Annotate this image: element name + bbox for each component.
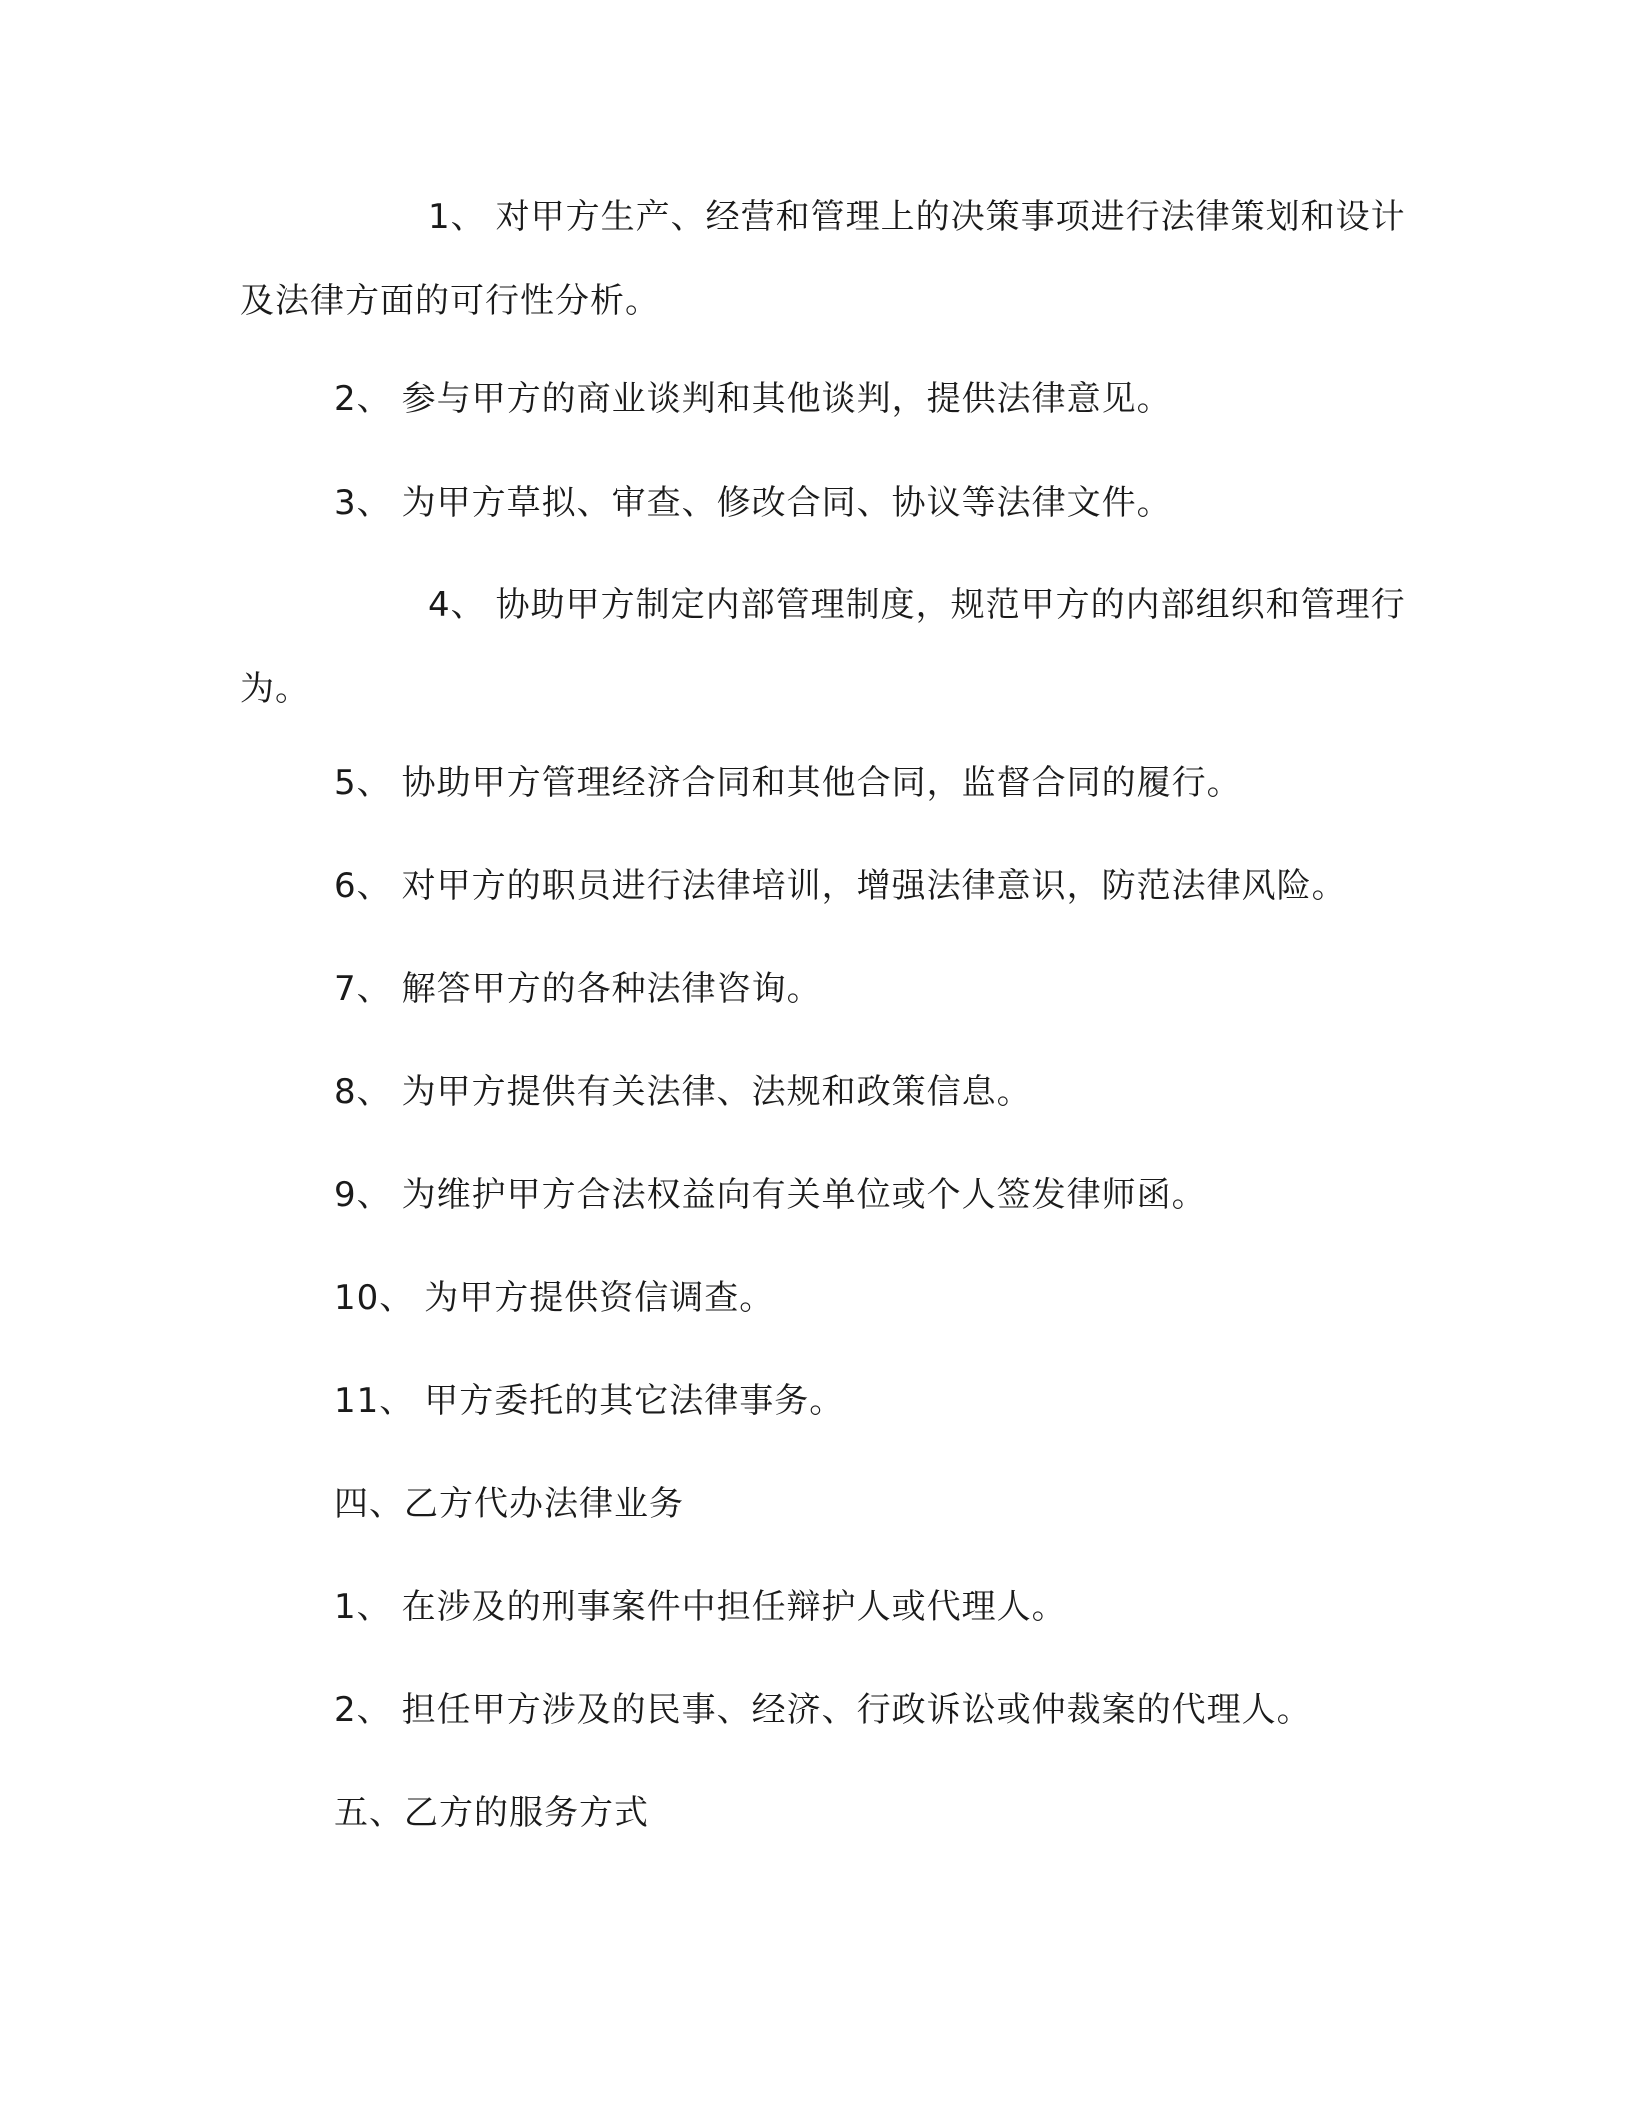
- item-number: 2、: [334, 1690, 392, 1730]
- paragraph-8: [334, 1050, 1514, 1134]
- paragraph-text: 协助甲方制定内部管理制度，规范甲方的内部组织和管理行为。: [240, 585, 1406, 709]
- paragraph-number: 4、: [428, 585, 486, 625]
- item-number: 1、: [334, 1587, 392, 1627]
- paragraph-9: [334, 1153, 1514, 1237]
- paragraph-number: 5、: [334, 763, 392, 803]
- paragraph-text: 为甲方提供有关法律、法规和政策信息。: [401, 1072, 1032, 1112]
- paragraph-text: 为维护甲方合法权益向有关单位或个人签发律师函。: [401, 1175, 1207, 1215]
- section-heading-text: 四、乙方代办法律业务: [334, 1484, 684, 1524]
- paragraph-number: 6、: [334, 866, 392, 906]
- paragraph-text: 对甲方的职员进行法律培训，增强法律意识，防范法律风险。: [401, 866, 1347, 906]
- paragraph-11: [334, 1359, 1514, 1443]
- section-four-item-1: [334, 1565, 1514, 1649]
- item-text: 担任甲方涉及的民事、经济、行政诉讼或仲裁案的代理人。: [401, 1690, 1312, 1730]
- paragraph-number: 2、: [334, 379, 392, 419]
- paragraph-text: 解答甲方的各种法律咨询。: [401, 969, 822, 1009]
- paragraph-number: 1、: [428, 197, 486, 237]
- item-text: 在涉及的刑事案件中担任辩护人或代理人。: [401, 1587, 1067, 1627]
- paragraph-6: [334, 844, 1514, 928]
- section-four-heading: [334, 1462, 1514, 1546]
- paragraph-3: [334, 461, 1514, 545]
- paragraph-text: 为甲方提供资信调查。: [424, 1278, 775, 1318]
- paragraph-number: 7、: [334, 969, 392, 1009]
- paragraph-number: 10、: [334, 1278, 415, 1318]
- section-heading-text: 五、乙方的服务方式: [334, 1793, 649, 1833]
- paragraph-number: 3、: [334, 483, 392, 523]
- paragraph-4: [240, 563, 1420, 731]
- paragraph-2: [334, 357, 1514, 441]
- paragraph-5: [334, 741, 1514, 825]
- paragraph-text: 参与甲方的商业谈判和其他谈判，提供法律意见。: [401, 379, 1172, 419]
- section-four-item-2: [334, 1668, 1514, 1752]
- section-five-heading: [334, 1771, 1514, 1855]
- paragraph-text: 为甲方草拟、审查、修改合同、协议等法律文件。: [401, 483, 1172, 523]
- paragraph-number: 9、: [334, 1175, 392, 1215]
- paragraph-number: 8、: [334, 1072, 392, 1112]
- paragraph-7: [334, 947, 1514, 1031]
- paragraph-1: [240, 175, 1420, 343]
- paragraph-text: 协助甲方管理经济合同和其他合同，监督合同的履行。: [401, 763, 1242, 803]
- paragraph-text: 对甲方生产、经营和管理上的决策事项进行法律策划和设计及法律方面的可行性分析。: [240, 197, 1406, 321]
- paragraph-text: 甲方委托的其它法律事务。: [424, 1381, 845, 1421]
- paragraph-10: [334, 1256, 1514, 1340]
- paragraph-number: 11、: [334, 1381, 415, 1421]
